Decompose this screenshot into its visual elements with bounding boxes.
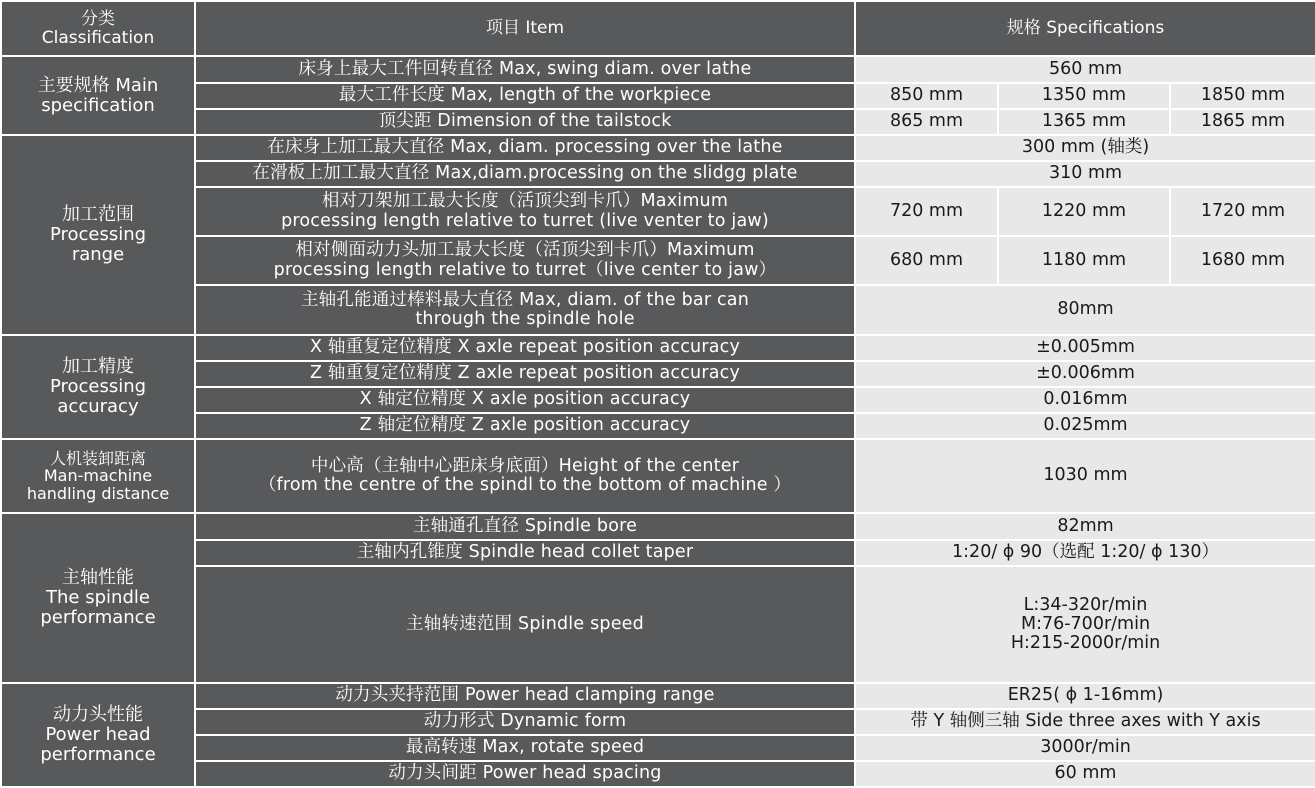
table-row	[1, 387, 1315, 413]
value-cell: ER25( ϕ 1-16mm)	[855, 683, 1315, 709]
classification-label: 动力头性能	[53, 704, 143, 726]
item-cell: Z 轴重复定位精度 Z axle repeat position accuracy	[195, 361, 855, 387]
classification-label: performance	[40, 606, 156, 628]
classification-label: accuracy	[57, 395, 139, 417]
classification-label: performance	[40, 743, 156, 765]
header-classification-en: Classification	[41, 27, 155, 48]
table-row	[1, 135, 1315, 161]
value-cell: 720 mm	[855, 187, 998, 236]
value-cell: 850 mm	[855, 83, 998, 109]
item-cell	[195, 187, 855, 236]
value-cell: 1220 mm	[998, 187, 1170, 236]
item-cell	[195, 285, 855, 335]
value-cell: 560 mm	[855, 56, 1315, 83]
table-row	[1, 285, 1315, 335]
item-cell: Z 轴定位精度 Z axle position accuracy	[195, 413, 855, 439]
value-cell: 82mm	[855, 513, 1315, 540]
header-item: 项目 Item	[195, 1, 855, 56]
table-row	[1, 709, 1315, 735]
value-cell: 1720 mm	[1170, 187, 1315, 236]
value-cell: 0.025mm	[855, 413, 1315, 439]
value-line: M:76-700r/min	[1020, 613, 1151, 634]
value-cell: 1680 mm	[1170, 236, 1315, 285]
item-cell: 在滑板上加工最大直径 Max,diam.processing on the slidgg plate	[195, 161, 855, 187]
value-line: L:34-320r/min	[1023, 594, 1148, 615]
value-cell: 310 mm	[855, 161, 1315, 187]
item-cell	[195, 439, 855, 513]
value-cell: 1180 mm	[998, 236, 1170, 285]
table-row	[1, 413, 1315, 439]
classification-label: handling distance	[26, 483, 170, 503]
table-row	[1, 735, 1315, 761]
item-line: （from the centre of the spindl to the bottom of machine ）	[258, 475, 792, 495]
value-cell: 1350 mm	[998, 83, 1170, 109]
item-line: 主轴孔能通过棒料最大直径 Max, diam. of the bar can	[300, 289, 750, 310]
value-cell: 60 mm	[855, 761, 1315, 787]
classification-main	[1, 56, 195, 135]
item-cell: 床身上最大工件回转直径 Max, swing diam. over lathe	[195, 56, 855, 83]
classification-label: The spindle	[46, 587, 150, 609]
item-cell: 主轴内孔锥度 Spindle head collet taper	[195, 540, 855, 566]
item-cell: 顶尖距 Dimension of the tailstock	[195, 109, 855, 135]
classification-label: 人机装卸距离	[49, 448, 146, 468]
header-classification-cn: 分类	[81, 8, 115, 29]
item-cell: 主轴转速范围 Spindle speed	[195, 566, 855, 683]
value-cell: 3000r/min	[855, 735, 1315, 761]
item-line: 相对刀架加工最大长度（活顶尖到卡爪）Maximum	[321, 191, 729, 212]
classification-label: specification	[41, 94, 155, 116]
item-cell: 在床身上加工最大直径 Max, diam. processing over the lathe	[195, 135, 855, 161]
classification-label: 主轴性能	[62, 567, 134, 589]
value-cell: 80mm	[855, 285, 1315, 335]
classification-label: Power head	[45, 724, 151, 746]
item-cell: 主轴通孔直径 Spindle bore	[195, 513, 855, 540]
value-cell: 1:20/ ϕ 90（选配 1:20/ ϕ 130）	[855, 540, 1315, 566]
header-specifications: 规格 Specifications	[855, 1, 1315, 56]
item-cell: 最大工件长度 Max, length of the workpiece	[195, 83, 855, 109]
item-line: processing length relative to turret（live center to jaw）	[273, 259, 777, 280]
value-cell: 0.016mm	[855, 387, 1315, 413]
table-row	[1, 540, 1315, 566]
classification-spindle	[1, 513, 195, 683]
table-row	[1, 439, 1315, 513]
classification-power	[1, 683, 195, 787]
classification-handling	[1, 439, 195, 513]
value-cell: 300 mm (轴类)	[855, 135, 1315, 161]
item-cell: 动力头间距 Power head spacing	[195, 761, 855, 787]
classification-label: 加工范围	[62, 204, 134, 226]
value-cell: 1030 mm	[855, 439, 1315, 513]
value-cell: 1865 mm	[1170, 109, 1315, 135]
table-row	[1, 56, 1315, 83]
classification-range	[1, 135, 195, 335]
table-row	[1, 761, 1315, 787]
table-row	[1, 83, 1315, 109]
value-cell: 1365 mm	[998, 109, 1170, 135]
classification-accuracy	[1, 335, 195, 439]
value-cell: 1850 mm	[1170, 83, 1315, 109]
classification-label: Man-machine	[43, 466, 153, 486]
classification-label: Processing	[49, 224, 147, 246]
item-cell	[195, 236, 855, 285]
value-cell: 带 Y 轴侧三轴 Side three axes with Y axis	[855, 709, 1315, 735]
table-row	[1, 236, 1315, 285]
table-row	[1, 361, 1315, 387]
classification-label: 主要规格 Main	[37, 74, 159, 96]
header-row	[1, 1, 1315, 56]
classification-label: Processing	[49, 376, 147, 398]
value-line: H:215-2000r/min	[1010, 633, 1161, 654]
table-row	[1, 109, 1315, 135]
item-line: through the spindle hole	[415, 309, 635, 329]
table-row	[1, 513, 1315, 540]
table-row	[1, 335, 1315, 361]
value-cell: 680 mm	[855, 236, 998, 285]
table-row	[1, 683, 1315, 709]
table-row	[1, 161, 1315, 187]
item-line: 相对侧面动力头加工最大长度（活顶尖到卡爪）Maximum	[295, 240, 755, 261]
item-cell: 动力头夹持范围 Power head clamping range	[195, 683, 855, 709]
item-cell: X 轴定位精度 X axle position accuracy	[195, 387, 855, 413]
classification-label: range	[71, 243, 125, 265]
item-cell: X 轴重复定位精度 X axle repeat position accuracy	[195, 335, 855, 361]
table-row	[1, 566, 1315, 683]
item-line: 中心高（主轴中心距床身底面）Height of the center	[310, 455, 740, 476]
classification-label: 加工精度	[62, 356, 134, 378]
value-cell	[855, 566, 1315, 683]
item-cell: 动力形式 Dynamic form	[195, 709, 855, 735]
value-cell: ±0.005mm	[855, 335, 1315, 361]
header-classification	[1, 1, 195, 56]
item-cell: 最高转速 Max, rotate speed	[195, 735, 855, 761]
value-cell: 865 mm	[855, 109, 998, 135]
value-cell: ±0.006mm	[855, 361, 1315, 387]
table-row	[1, 187, 1315, 236]
item-line: processing length relative to turret (live venter to jaw)	[281, 210, 769, 231]
